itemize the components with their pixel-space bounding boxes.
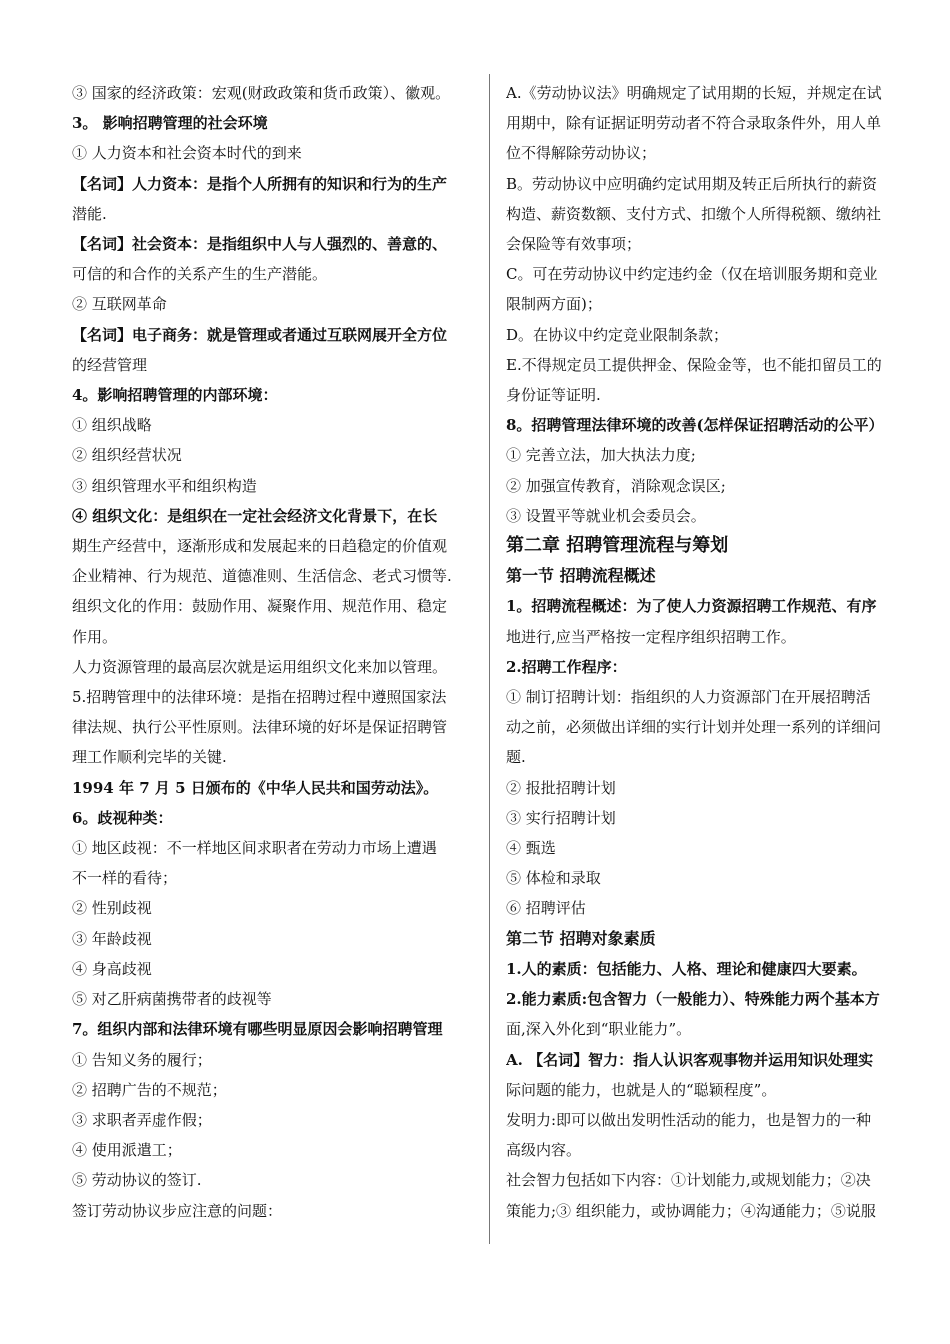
text-line: 际问题的能力，也就是人的“聪颖程度”。 bbox=[506, 1080, 777, 1099]
text-line: 1.人的素质：包括能力、人格、理论和健康四大要素。 bbox=[506, 959, 867, 978]
text-line: 1。招聘流程概述：为了使人力资源招聘工作规范、有序 bbox=[506, 597, 877, 616]
text-line: ② 组织经营状况 bbox=[72, 446, 182, 465]
text-line: ④ 身高歧视 bbox=[72, 959, 152, 978]
text-line: 动之前，必须做出详细的实行计划并处理一系列的详细问 bbox=[506, 718, 882, 737]
text-line: 的经营管理 bbox=[72, 355, 148, 374]
text-line: 1994 年 7 月 5 日颁布的《中华人民共和国劳动法》。 bbox=[72, 778, 439, 797]
text-line: E.不得规定员工提供押金、保险金等，也不能扣留员工的 bbox=[506, 355, 882, 374]
text-line: ② 性别歧视 bbox=[72, 899, 152, 918]
text-line: 4。影响招聘管理的内部环境： bbox=[72, 386, 278, 405]
left-text-column bbox=[72, 78, 480, 1226]
text-line: ③ 国家的经济政策：宏观(财政政策和货币政策）、徽观。 bbox=[72, 84, 451, 102]
text-line: 高级内容。 bbox=[506, 1141, 582, 1160]
text-line: 地进行,应当严格按一定程序组织招聘工作。 bbox=[506, 627, 796, 646]
text-line: A.《劳动协议法》明确规定了试用期的长短，并规定在试 bbox=[506, 84, 882, 102]
text-line: 签订劳动协议步应注意的问题： bbox=[72, 1201, 283, 1220]
text-line: ① 地区歧视：不一样地区间求职者在劳动力市场上遭遇 bbox=[72, 839, 437, 858]
text-line: ③ 年龄歧视 bbox=[72, 929, 152, 948]
text-line: 【名词】电子商务：就是管理或者通过互联网展开全方位 bbox=[72, 325, 448, 344]
text-line: ② 招聘广告的不规范； bbox=[72, 1080, 227, 1099]
text-line: 6。歧视种类： bbox=[72, 808, 173, 827]
text-line: 题. bbox=[506, 748, 526, 767]
text-line: B。劳动协议中应明确约定试用期及转正后所执行的薪资 bbox=[506, 174, 878, 193]
text-line: 用期中，除有证据证明劳动者不符合录取条件外，用人单 bbox=[506, 114, 882, 133]
text-line: ① 告知义务的履行； bbox=[72, 1050, 212, 1069]
text-line: ② 加强宣传教育，消除观念误区; bbox=[506, 476, 726, 495]
text-line: 可信的和合作的关系产生的生产潜能。 bbox=[72, 265, 328, 284]
text-line: ② 互联网革命 bbox=[72, 295, 167, 314]
text-line: 律法规、执行公平性原则。法律环境的好坏是保证招聘管 bbox=[72, 718, 448, 737]
text-line: 组织文化的作用：鼓励作用、凝聚作用、规范作用、稳定 bbox=[72, 597, 448, 616]
text-line: 5.招聘管理中的法律环境：是指在招聘过程中遵照国家法 bbox=[72, 688, 447, 707]
chapter-heading: 第二章 招聘管理流程与筹划 bbox=[506, 535, 729, 557]
column-divider bbox=[489, 74, 490, 1244]
text-line: 社会智力包括如下内容：①计划能力,或规划能力；②决 bbox=[506, 1171, 871, 1190]
text-line: 2.能力素质:包含智力（一般能力）、特殊能力两个基本方 bbox=[506, 990, 880, 1009]
text-line: ④ 组织文化：是组织在一定社会经济文化背景下，在长 bbox=[72, 506, 438, 525]
text-line: 2.招聘工作程序： bbox=[506, 657, 627, 676]
text-line: 【名词】人力资本：是指个人所拥有的知识和行为的生产 bbox=[72, 174, 448, 193]
text-line: 人力资源管理的最高层次就是运用组织文化来加以管理。 bbox=[72, 657, 448, 676]
section-heading: 第一节 招聘流程概述 bbox=[506, 566, 656, 586]
text-line: 8。招聘管理法律环境的改善(怎样保证招聘活动的公平） bbox=[506, 416, 884, 435]
text-line: 构造、薪资数额、支付方式、扣缴个人所得税额、缴纳社 bbox=[506, 204, 882, 223]
text-line: 限制两方面)； bbox=[506, 295, 602, 314]
text-line: ⑥ 招聘评估 bbox=[506, 899, 586, 918]
text-line: C。可在劳动协议中约定违约金（仅在培训服务期和竞业 bbox=[506, 265, 878, 284]
text-line: 作用。 bbox=[72, 627, 118, 646]
text-line: 企业精神、行为规范、道德准则、生活信念、老式习惯等. bbox=[72, 567, 452, 586]
text-line: ① 完善立法，加大执法力度; bbox=[506, 446, 696, 465]
text-line: 策能力;③ 组织能力，或协调能力；④沟通能力；⑤说服 bbox=[506, 1201, 876, 1220]
text-line: ④ 使用派遣工； bbox=[72, 1141, 182, 1160]
text-line: ① 组织战略 bbox=[72, 416, 152, 435]
section-heading: 第二节 招聘对象素质 bbox=[506, 928, 656, 948]
text-line: 身份证等证明. bbox=[506, 386, 601, 405]
text-line: 不一样的看待； bbox=[72, 869, 178, 888]
text-line: ⑤ 体检和录取 bbox=[506, 869, 601, 888]
right-text-column bbox=[506, 78, 910, 1226]
text-line: D。在协议中约定竞业限制条款； bbox=[506, 325, 729, 344]
text-line: ② 报批招聘计划 bbox=[506, 778, 616, 797]
text-line: ③ 设置平等就业机会委员会。 bbox=[506, 506, 706, 525]
text-line: 理工作顺利完毕的关键. bbox=[72, 748, 227, 767]
text-line: ① 人力资本和社会资本时代的到来 bbox=[72, 144, 302, 163]
text-line: ⑤ 对乙肝病菌携带者的歧视等 bbox=[72, 990, 272, 1009]
text-line: 面,深入外化到“职业能力”。 bbox=[506, 1020, 692, 1039]
text-line: ⑤ 劳动协议的签订. bbox=[72, 1171, 202, 1190]
text-line: 潜能. bbox=[72, 204, 107, 223]
text-line: 7。组织内部和法律环境有哪些明显原因会影响招聘管理 bbox=[72, 1020, 443, 1039]
text-line: 【名词】社会资本：是指组织中人与人强烈的、善意的、 bbox=[72, 235, 448, 254]
text-line: ① 制订招聘计划：指组织的人力资源部门在开展招聘活 bbox=[506, 688, 871, 707]
text-line: 期生产经营中，逐渐形成和发展起来的日趋稳定的价值观 bbox=[72, 537, 448, 556]
text-line: 发明力:即可以做出发明性活动的能力，也是智力的一种 bbox=[506, 1110, 872, 1129]
text-line: ③ 组织管理水平和组织构造 bbox=[72, 476, 257, 495]
text-line: ④ 甄选 bbox=[506, 839, 556, 858]
text-line: 位不得解除劳动协议； bbox=[506, 144, 657, 163]
text-line: 会保险等有效事项； bbox=[506, 235, 642, 254]
text-line: 3。 影响招聘管理的社会环境 bbox=[72, 114, 268, 133]
text-line: ③ 求职者弄虚作假； bbox=[72, 1110, 212, 1129]
text-line: A. 【名词】智力：指人认识客观事物并运用知识处理实 bbox=[506, 1050, 874, 1069]
text-line: ③ 实行招聘计划 bbox=[506, 808, 616, 827]
